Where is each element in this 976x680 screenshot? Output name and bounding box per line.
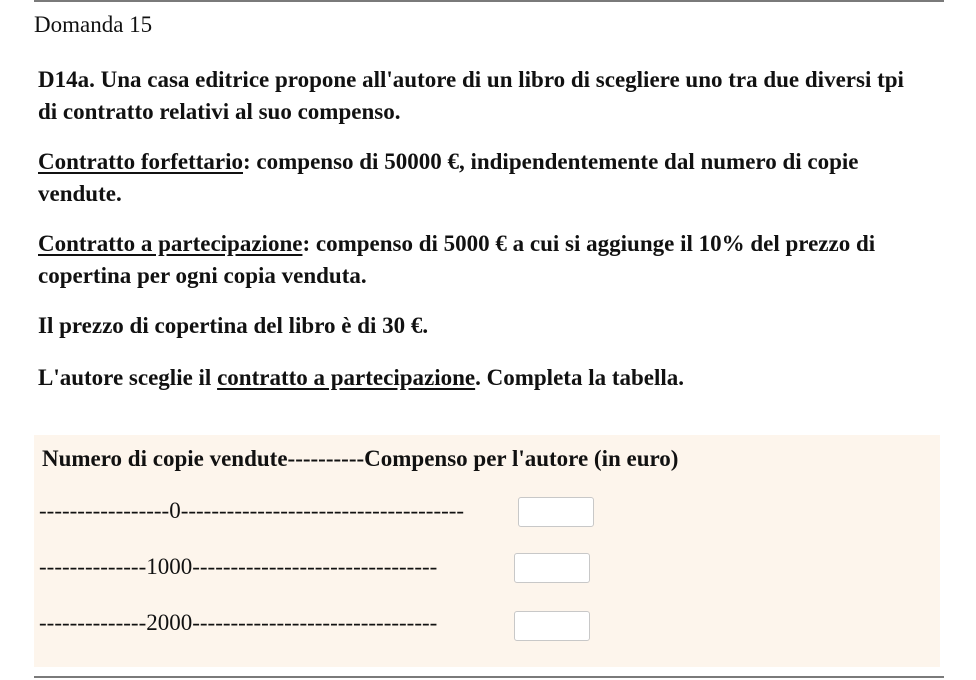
question-title: Domanda 15 xyxy=(34,12,153,37)
author-choice-contract: contratto a partecipazione xyxy=(217,365,476,390)
cover-price: Il prezzo di copertina del libro è di 30 €. xyxy=(38,313,429,338)
table-row-2000-copies: --------------2000-------------------------------- xyxy=(39,610,438,635)
contract-forfettario-text: : compenso di 50000 €, indipendentemente dal numero di copie vendute. xyxy=(38,149,859,206)
table-row-1000-copies: --------------1000-------------------------------- xyxy=(39,554,438,579)
contract-partecipazione xyxy=(38,228,918,292)
top-divider xyxy=(34,0,944,2)
question-intro: D14a. Una casa editrice propone all'autore di un libro di scegliere uno tra due diversi tpi di contratto relativi al suo compenso. xyxy=(38,67,904,124)
contract-partecipazione-label: Contratto a partecipazione xyxy=(38,231,303,256)
answer-input-2000[interactable] xyxy=(514,611,590,641)
author-choice xyxy=(38,362,918,394)
answer-input-1000[interactable] xyxy=(514,553,590,583)
contract-partecipazione-text: : compenso di 5000 € a cui si aggiunge il 10% del prezzo di copertina per ogni copia venduta. xyxy=(38,231,876,288)
author-choice-prefix: L'autore sceglie il xyxy=(38,365,218,390)
author-choice-suffix: . Completa la tabella. xyxy=(475,365,685,390)
bottom-divider xyxy=(34,676,944,678)
contract-forfettario-label: Contratto forfettario xyxy=(38,149,243,174)
contract-forfettario xyxy=(38,146,918,210)
table-header: Numero di copie vendute----------Compenso per l'autore (in euro) xyxy=(42,446,679,471)
answer-input-0[interactable] xyxy=(518,497,594,527)
table-row-0-copies: -----------------0------------------------------------- xyxy=(39,498,465,523)
answer-table-panel xyxy=(34,435,940,667)
